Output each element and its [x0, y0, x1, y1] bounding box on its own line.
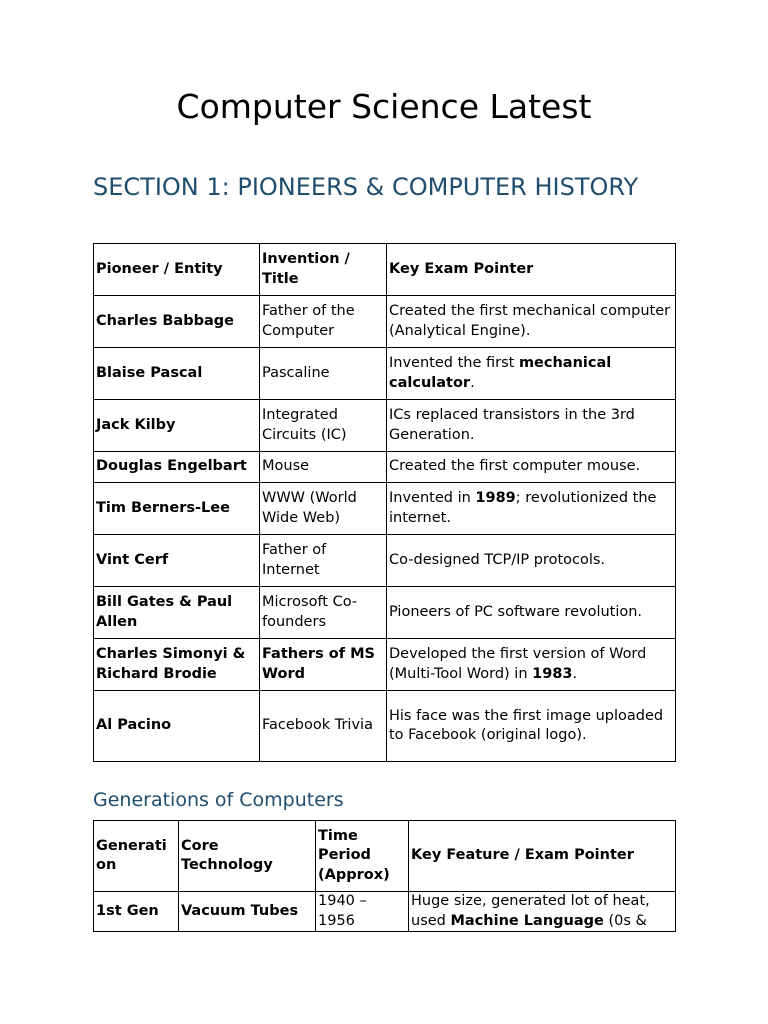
pointer-cell: [387, 348, 676, 400]
technology-cell: Vacuum Tubes: [179, 892, 316, 932]
table-header-row: [94, 821, 676, 892]
section-1-heading: SECTION 1: PIONEERS & COMPUTER HISTORY: [93, 173, 639, 201]
pointer-cell: [387, 296, 676, 348]
table-row: [94, 400, 676, 452]
invention-cell: Pascaline: [260, 348, 387, 400]
cell-text-run: mechanical calculator: [389, 355, 612, 391]
invention-cell: Integrated Circuits (IC): [260, 400, 387, 452]
cell-text-run: Machine Language: [450, 912, 604, 929]
entity-cell: Al Pacino: [94, 691, 260, 762]
column-header-feature: Key Feature / Exam Pointer: [409, 821, 676, 892]
invention-cell: Mouse: [260, 452, 387, 483]
column-header-period: Time Period (Approx): [316, 821, 409, 892]
pointer-cell: [387, 639, 676, 691]
cell-text-run: Developed the first version of Word (Multi-Tool Word) in: [389, 646, 647, 682]
entity-cell: Douglas Engelbart: [94, 452, 260, 483]
table-row: [94, 296, 676, 348]
cell-text-run: His face was the first image uploaded to Facebook (original logo).: [389, 707, 664, 743]
cell-text-run: .: [470, 374, 475, 391]
pointer-cell: [387, 400, 676, 452]
invention-cell: Microsoft Co-founders: [260, 587, 387, 639]
invention-cell: Facebook Trivia: [260, 691, 387, 762]
invention-cell: Father of Internet: [260, 535, 387, 587]
cell-text-run: Invented in: [389, 490, 476, 506]
entity-cell: Jack Kilby: [94, 400, 260, 452]
column-header-generation: Generati on: [94, 821, 179, 892]
table-row: [94, 452, 676, 483]
feature-cell: [409, 892, 676, 932]
pointer-cell: [387, 483, 676, 535]
generations-heading: Generations of Computers: [93, 789, 344, 811]
cell-text-run: Created the first mechanical computer (Analytical Engine).: [389, 303, 671, 339]
cell-text-run: Co-designed TCP/IP protocols.: [389, 551, 606, 568]
cell-text-run: .: [572, 665, 578, 682]
pioneers-table: [93, 243, 676, 762]
entity-cell: Vint Cerf: [94, 535, 260, 587]
document-title: Computer Science Latest: [176, 87, 592, 126]
period-cell: 1940 – 1956: [316, 892, 409, 932]
cell-text-run: Pioneers of PC software revolution.: [389, 603, 643, 620]
table-row: [94, 483, 676, 535]
table-row: [94, 691, 676, 762]
table-row: [94, 348, 676, 400]
invention-cell: Father of the Computer: [260, 296, 387, 348]
cell-text-run: 1989: [475, 490, 516, 506]
generations-table: [93, 820, 676, 932]
cell-text-run: 1983: [532, 665, 573, 682]
cell-text-run: ICs replaced transistors in the 3rd Generation.: [389, 407, 635, 443]
cell-text-run: Huge size, generated lot of heat, used: [411, 893, 650, 929]
pointer-cell: [387, 587, 676, 639]
cell-text-run: Invented the first: [389, 355, 519, 371]
pointer-cell: [387, 452, 676, 483]
column-header-invention: Invention / Title: [260, 244, 387, 296]
entity-cell: Charles Babbage: [94, 296, 260, 348]
pointer-cell: [387, 535, 676, 587]
invention-cell: Fathers of MS Word: [260, 639, 387, 691]
column-header-technology: Core Technology: [179, 821, 316, 892]
entity-cell: Tim Berners-Lee: [94, 483, 260, 535]
table-row: [94, 587, 676, 639]
column-header-entity: Pioneer / Entity: [94, 244, 260, 296]
pointer-cell: [387, 691, 676, 762]
table-row: [94, 892, 676, 932]
table-row: [94, 639, 676, 691]
entity-cell: Blaise Pascal: [94, 348, 260, 400]
invention-cell: WWW (World Wide Web): [260, 483, 387, 535]
cell-text-run: ; revolutionized the internet.: [389, 490, 657, 526]
cell-text-run: Created the first computer mouse.: [389, 458, 641, 475]
table-header-row: [94, 244, 676, 296]
column-header-pointer: Key Exam Pointer: [387, 244, 676, 296]
generation-cell: 1st Gen: [94, 892, 179, 932]
entity-cell: Charles Simonyi & Richard Brodie: [94, 639, 260, 691]
entity-cell: Bill Gates & Paul Allen: [94, 587, 260, 639]
cell-text-run: (0s &: [603, 912, 647, 929]
table-row: [94, 535, 676, 587]
